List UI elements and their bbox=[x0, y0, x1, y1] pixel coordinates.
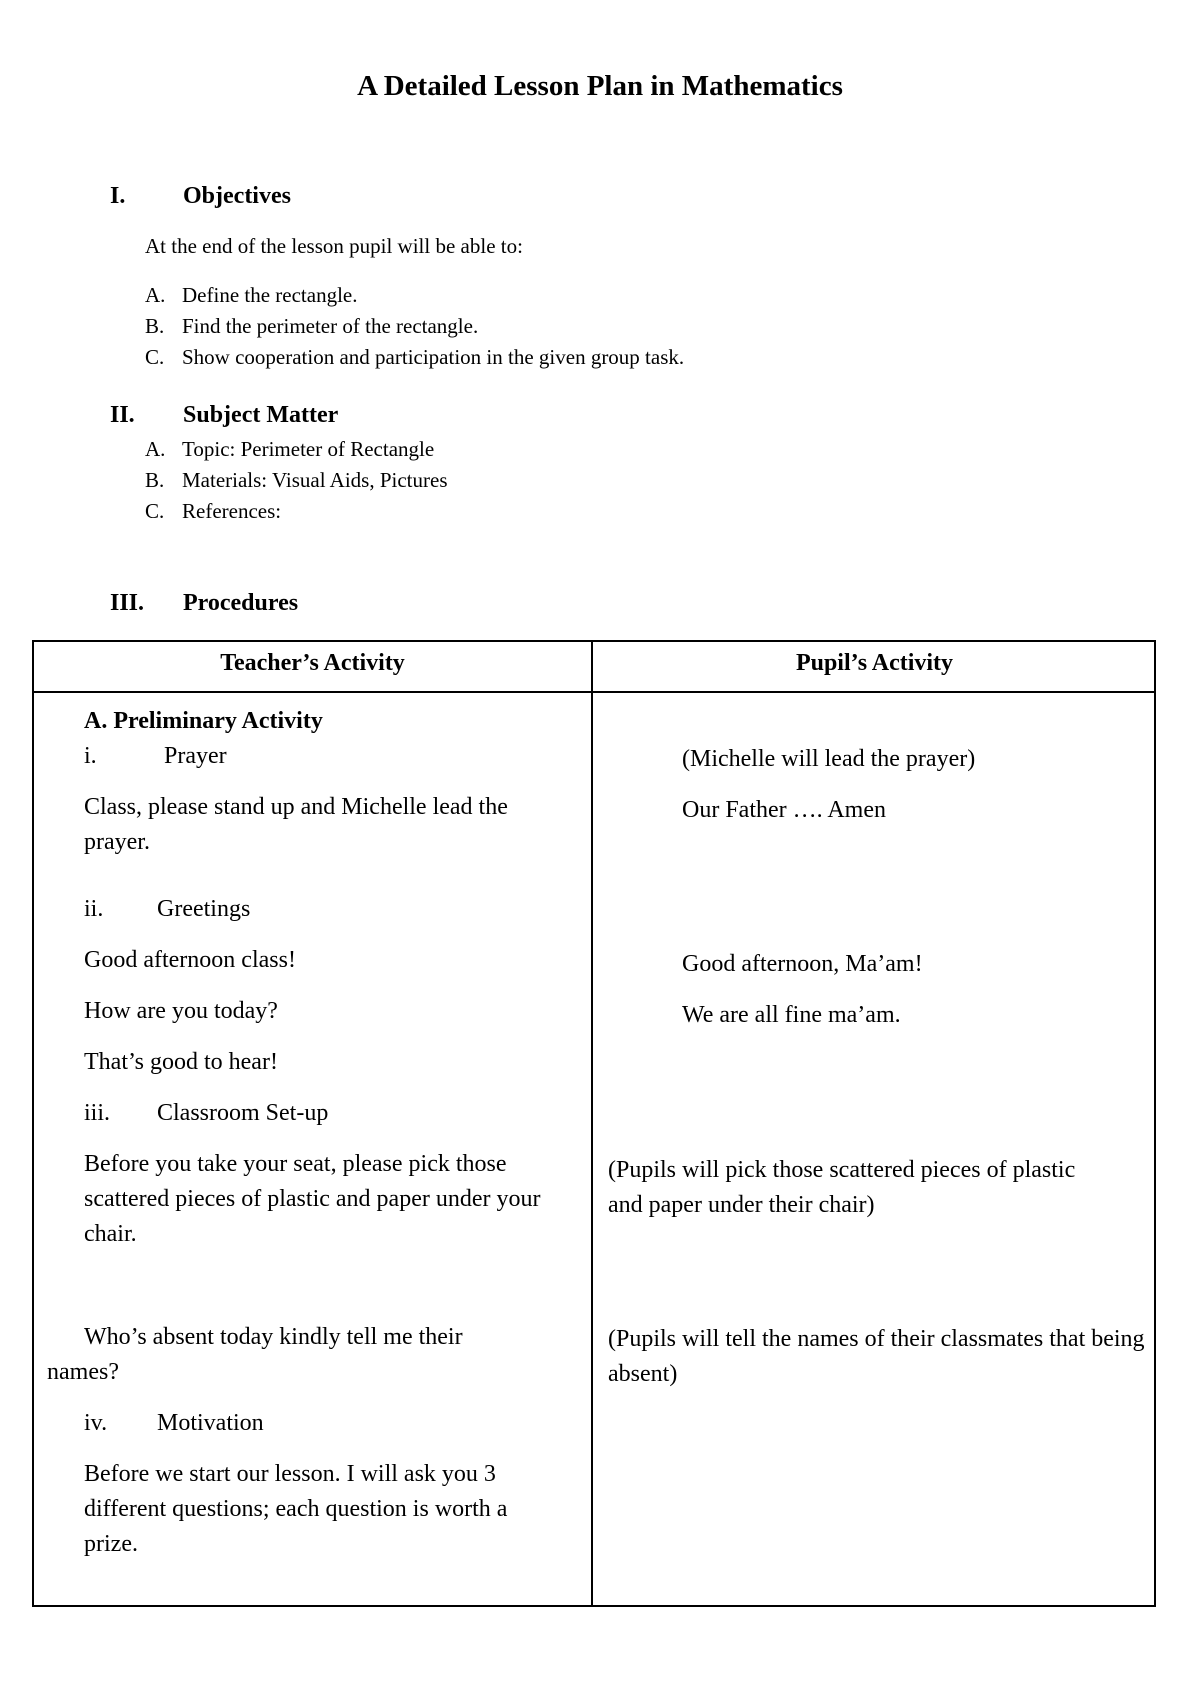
preliminary-activity-heading: A. Preliminary Activity bbox=[84, 708, 323, 734]
pupil-prayer-lead: (Michelle will lead the prayer) bbox=[682, 746, 976, 772]
teacher-how-are-you: How are you today? bbox=[84, 998, 278, 1024]
list-item bbox=[145, 311, 684, 342]
list-text: Materials: Visual Aids, Pictures bbox=[182, 468, 448, 492]
greetings-subheading bbox=[84, 892, 584, 927]
section-title: Procedures bbox=[183, 590, 299, 616]
section-title: Subject Matter bbox=[183, 402, 339, 428]
list-item bbox=[145, 496, 448, 527]
roman-numeral: ii. bbox=[84, 896, 104, 922]
section-objectives-heading bbox=[110, 183, 291, 210]
subject-matter-list bbox=[145, 434, 448, 527]
roman-numeral: i. bbox=[84, 743, 97, 769]
list-letter: C. bbox=[145, 345, 165, 369]
list-letter: A. bbox=[145, 437, 166, 461]
section-numeral: II. bbox=[110, 402, 135, 428]
pupil-activity-header: Pupil’s Activity bbox=[795, 650, 954, 676]
pupil-absent-action: (Pupils will tell the names of their classmates that being absent) bbox=[608, 1326, 1145, 1387]
motivation-subheading bbox=[84, 1406, 584, 1441]
teacher-setup-instruction: Before you take your seat, please pick those scattered pieces of plastic and paper under your chair. bbox=[84, 1151, 541, 1247]
teacher-motivation-text: Before we start our lesson. I will ask you 3 different questions; each question is worth a prize. bbox=[84, 1461, 508, 1557]
pupil-our-father: Our Father …. Amen bbox=[682, 797, 886, 823]
teacher-greeting: Good afternoon class! bbox=[84, 947, 296, 973]
classroom-setup-subheading bbox=[84, 1096, 584, 1131]
list-item bbox=[145, 465, 448, 496]
objectives-intro: At the end of the lesson pupil will be able to: bbox=[145, 234, 523, 258]
section-numeral: I. bbox=[110, 183, 126, 209]
list-text: Define the rectangle. bbox=[182, 283, 358, 307]
section-subject-matter-heading bbox=[110, 402, 338, 429]
list-letter: B. bbox=[145, 314, 165, 338]
subheading-text: Motivation bbox=[157, 1410, 264, 1436]
teacher-absent-question-line2: names? bbox=[47, 1359, 119, 1385]
subheading-text: Prayer bbox=[164, 743, 227, 769]
list-text: Topic: Perimeter of Rectangle bbox=[182, 437, 435, 461]
teacher-activity-header: Teacher’s Activity bbox=[220, 650, 405, 676]
header-divider bbox=[34, 691, 1154, 693]
subheading-text: Classroom Set-up bbox=[157, 1100, 329, 1126]
list-text: References: bbox=[182, 499, 282, 523]
section-procedures-heading bbox=[110, 590, 298, 617]
page-title: A Detailed Lesson Plan in Mathematics bbox=[357, 70, 843, 102]
list-text: Show cooperation and participation in the given group task. bbox=[182, 345, 685, 369]
list-letter: B. bbox=[145, 468, 165, 492]
list-letter: C. bbox=[145, 499, 165, 523]
roman-numeral: iii. bbox=[84, 1100, 111, 1126]
pupil-pick-action: (Pupils will pick those scattered pieces of plastic and paper under their chair) bbox=[608, 1157, 1076, 1218]
section-title: Objectives bbox=[183, 183, 291, 209]
list-letter: A. bbox=[145, 283, 166, 307]
pupil-fine-reply: We are all fine ma’am. bbox=[682, 1002, 901, 1028]
pupil-greeting-reply: Good afternoon, Ma’am! bbox=[682, 951, 923, 977]
list-item bbox=[145, 434, 448, 465]
roman-numeral: iv. bbox=[84, 1410, 108, 1436]
teacher-good-to-hear: That’s good to hear! bbox=[84, 1049, 278, 1075]
prayer-subheading bbox=[84, 739, 584, 774]
list-item bbox=[145, 342, 684, 373]
teacher-prayer-instruction: Class, please stand up and Michelle lead the prayer. bbox=[84, 794, 508, 855]
list-item bbox=[145, 280, 684, 311]
teacher-absent-question-line1: Who’s absent today kindly tell me their bbox=[84, 1324, 463, 1350]
column-divider bbox=[591, 642, 593, 1605]
procedures-table bbox=[32, 640, 1156, 1607]
list-text: Find the perimeter of the rectangle. bbox=[182, 314, 479, 338]
objectives-list bbox=[145, 280, 684, 373]
section-numeral: III. bbox=[110, 590, 145, 616]
subheading-text: Greetings bbox=[157, 896, 251, 922]
